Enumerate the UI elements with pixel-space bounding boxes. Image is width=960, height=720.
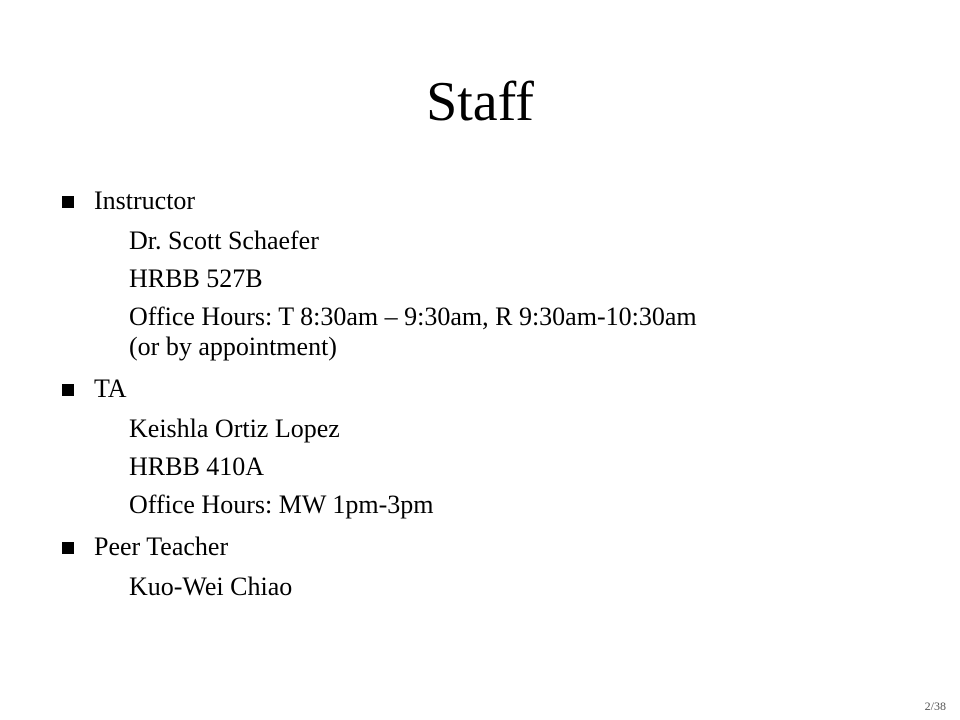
slide-title: Staff: [426, 71, 534, 133]
peer-teacher-section: [58, 528, 918, 602]
instructor-hours: [58, 302, 918, 362]
square-bullet-icon: [62, 196, 74, 208]
instructor-hours-note: (or by appointment): [129, 332, 337, 361]
instructor-bullet-item: [58, 182, 918, 220]
staff-list: [58, 182, 918, 602]
instructor-section: [58, 182, 918, 362]
page-number: 2/38: [924, 699, 946, 713]
peer-teacher-name: Kuo-Wei Chiao: [129, 572, 293, 601]
ta-bullet-item: [58, 370, 918, 408]
square-bullet-icon: [62, 384, 74, 396]
ta-section: [58, 370, 918, 520]
ta-office: HRBB 410A: [129, 452, 265, 481]
ta-heading: TA: [94, 374, 127, 403]
square-bullet-icon: [62, 542, 74, 554]
peer-teacher-heading: Peer Teacher: [94, 532, 229, 561]
instructor-hours-line: Office Hours: T 8:30am – 9:30am, R 9:30am-10:30am: [129, 302, 697, 331]
instructor-heading: Instructor: [94, 186, 196, 215]
ta-hours: Office Hours: MW 1pm-3pm: [129, 490, 434, 519]
instructor-office: HRBB 527B: [129, 264, 263, 293]
peer-teacher-bullet-item: [58, 528, 918, 566]
ta-name: Keishla Ortiz Lopez: [129, 414, 340, 443]
instructor-name: Dr. Scott Schaefer: [129, 226, 319, 255]
